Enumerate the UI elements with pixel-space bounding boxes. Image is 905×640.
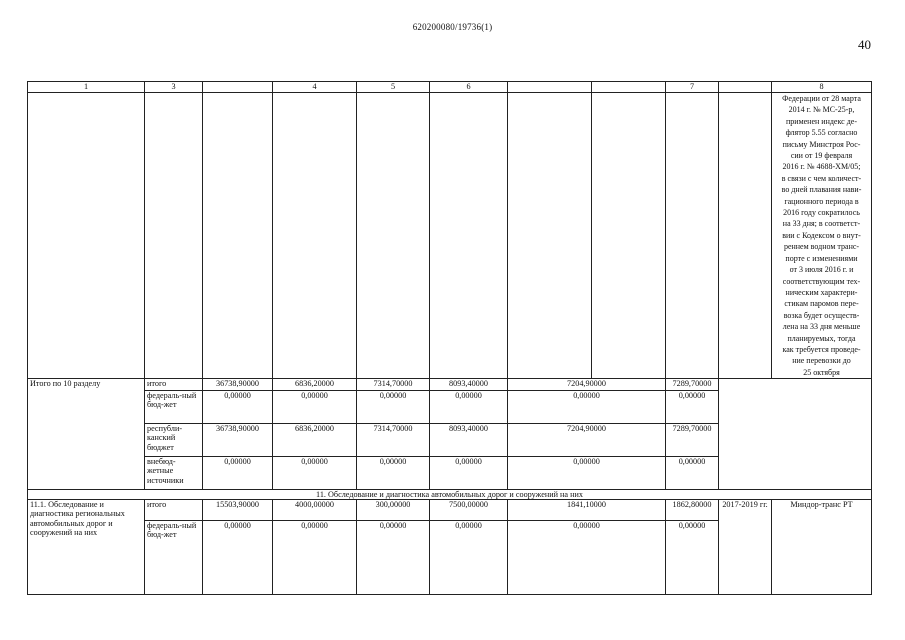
- note-line: Федерации от 28 марта: [782, 94, 861, 103]
- amount-cell: 7289,70000: [666, 379, 719, 391]
- amount-cell: 6836,20000: [273, 379, 357, 391]
- amount-cell: 0,00000: [357, 520, 430, 594]
- note-line: применен индекс де-: [786, 116, 857, 126]
- amount-cell: 1841,10000: [508, 500, 666, 521]
- amount-cell: 7500,00000: [430, 500, 508, 521]
- amount-cell: 0,00000: [273, 391, 357, 424]
- column-number-row: [28, 82, 872, 93]
- col-header: 4: [273, 82, 357, 93]
- col-header: [592, 82, 666, 93]
- funding-source: федераль-ный бюд-жет: [145, 520, 203, 594]
- amount-cell: 0,00000: [203, 391, 273, 424]
- empty-cell: [28, 93, 145, 379]
- note-line: 2016 г. № 4688-ХМ/05;: [782, 162, 861, 172]
- col-header: 8: [772, 82, 872, 93]
- col-header: [719, 82, 772, 93]
- amount-cell: 0,00000: [508, 457, 666, 490]
- note-line: 2016 году сократилось: [783, 208, 860, 218]
- table-row: [28, 500, 872, 521]
- amount-cell: 1862,80000: [666, 500, 719, 521]
- note-line: стикам паромов пере-: [784, 299, 859, 309]
- note-line: реннем водном транс-: [783, 242, 860, 252]
- amount-cell: 7314,70000: [357, 424, 430, 457]
- note-line: соответствующим тех-: [782, 276, 861, 286]
- note-line: письму Минстроя Рос-: [782, 139, 861, 149]
- amount-cell: 8093,40000: [430, 379, 508, 391]
- funding-source: федераль-ный бюд-жет: [145, 391, 203, 424]
- section-header-row: [28, 490, 872, 500]
- note-line: вии с Кодексом о внут-: [782, 230, 861, 240]
- col-header: 3: [145, 82, 203, 93]
- funding-source: итого: [145, 379, 203, 391]
- funding-source: внебюд-жетные источники: [145, 457, 203, 490]
- section-title: 11. Обследование и диагностика автомобильных дорог и сооружений на них: [28, 490, 872, 500]
- amount-cell: 0,00000: [666, 391, 719, 424]
- amount-cell: 6836,20000: [273, 424, 357, 457]
- note-line: возка будет осуществ-: [783, 310, 860, 320]
- col-header: 5: [357, 82, 430, 93]
- note-line: 2014 г. № МС-25-р,: [788, 105, 855, 115]
- amount-cell: 0,00000: [430, 391, 508, 424]
- amount-cell: 36738,90000: [203, 379, 273, 391]
- empty-cell: [273, 93, 357, 379]
- empty-cell: [430, 93, 508, 379]
- empty-cell: [719, 379, 872, 490]
- amount-cell: 0,00000: [430, 520, 508, 594]
- amount-cell: 7204,90000: [508, 379, 666, 391]
- note-line: гационного периода в: [784, 196, 859, 206]
- empty-cell: [592, 93, 666, 379]
- continuation-row: [28, 93, 872, 379]
- document-code: 620200080/19736(1): [412, 22, 493, 32]
- budget-table: [27, 81, 872, 595]
- note-line: как требуется проведе-: [782, 344, 861, 354]
- note-line: на 33 дня; в соответст-: [782, 219, 861, 229]
- amount-cell: 0,00000: [203, 457, 273, 490]
- empty-cell: [203, 93, 273, 379]
- note-line: порте с изменениями: [785, 253, 858, 263]
- note-line: от 3 июля 2016 г. и: [789, 265, 854, 275]
- empty-cell: [508, 93, 592, 379]
- col-header: 7: [666, 82, 719, 93]
- note-line: в связи с чем количест-: [781, 173, 862, 183]
- total-label: Итого по 10 разделу: [28, 379, 145, 490]
- col-header: 1: [28, 82, 145, 93]
- note-line: во дней плавания нави-: [781, 185, 862, 195]
- col-header: [203, 82, 273, 93]
- amount-cell: 7314,70000: [357, 379, 430, 391]
- amount-cell: 0,00000: [357, 457, 430, 490]
- amount-cell: 0,00000: [203, 520, 273, 594]
- amount-cell: 0,00000: [273, 457, 357, 490]
- funding-source: итого: [145, 500, 203, 521]
- funding-source: республи-канский бюджет: [145, 424, 203, 457]
- amount-cell: 0,00000: [666, 457, 719, 490]
- amount-cell: 7204,90000: [508, 424, 666, 457]
- amount-cell: 0,00000: [508, 391, 666, 424]
- note-line: сии от 19 февраля: [790, 151, 853, 161]
- empty-cell: [719, 93, 772, 379]
- note-line: ние перевозки до: [792, 356, 851, 366]
- empty-cell: [145, 93, 203, 379]
- note-line: флятор 5.55 согласно: [785, 128, 858, 138]
- empty-cell: [357, 93, 430, 379]
- amount-cell: 15503,90000: [203, 500, 273, 521]
- amount-cell: 0,00000: [508, 520, 666, 594]
- period-cell: 2017-2019 гг.: [719, 500, 772, 595]
- empty-cell: [666, 93, 719, 379]
- amount-cell: 4000,00000: [273, 500, 357, 521]
- note-line: ническим характери-: [785, 287, 858, 297]
- table-row: [28, 379, 872, 391]
- note-line: планируемых, тогда: [787, 333, 856, 343]
- amount-cell: 7289,70000: [666, 424, 719, 457]
- amount-cell: 36738,90000: [203, 424, 273, 457]
- note-line: 25 октября: [803, 367, 840, 377]
- continuation-note: [772, 93, 872, 379]
- amount-cell: 300,00000: [357, 500, 430, 521]
- col-header: [508, 82, 592, 93]
- item-name: 11.1. Обследование и диагностика региональных автомобильных дорог и сооружений на них: [28, 500, 145, 595]
- executor-cell: Миндор-транс РТ: [772, 500, 872, 595]
- page-number: 40: [858, 37, 871, 52]
- amount-cell: 0,00000: [357, 391, 430, 424]
- amount-cell: 8093,40000: [430, 424, 508, 457]
- col-header: 6: [430, 82, 508, 93]
- amount-cell: 0,00000: [273, 520, 357, 594]
- amount-cell: 0,00000: [666, 520, 719, 594]
- amount-cell: 0,00000: [430, 457, 508, 490]
- note-line: лена на 33 дня меньше: [782, 322, 861, 332]
